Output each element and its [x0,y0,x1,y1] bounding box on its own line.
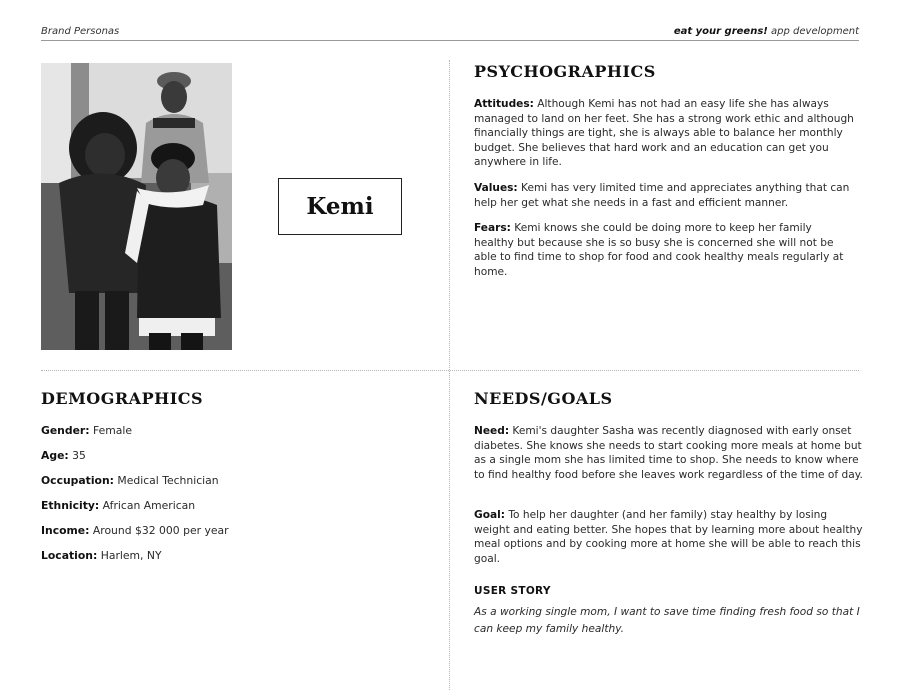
demographics-item-ethnicity [41,499,421,524]
values-text: Kemi has very limited time and appreciates anything that can help her get what she needs in a fast and efficient manner. [474,182,850,209]
user-story-title: USER STORY [474,585,551,597]
demographics-value: Female [89,424,133,437]
demographics-label: Gender: [41,424,90,437]
persona-photo-image [41,63,232,350]
demographics-label: Age: [41,449,69,462]
demographics-value: Harlem, NY [97,549,162,562]
attitudes-paragraph [474,97,866,170]
psychographics-title: PSYCHOGRAPHICS [474,62,656,81]
persona-photo [41,63,232,350]
header-rule [41,40,859,41]
goal-paragraph [474,508,866,566]
app-name: eat your greens! [673,26,768,37]
demographics-item-age [41,449,421,474]
user-story-text: As a working single mom, I want to save time finding fresh food so that I can keep my family healthy. [474,606,860,635]
demographics-label: Ethnicity: [41,499,100,512]
persona-name: Kemi [278,178,402,235]
attitudes-text: Although Kemi has not had an easy life she has always managed to land on her feet. She has a strong work ethic and although financially things are tight, she is always able to balance her monthly budget. She believes that hard work and an education can get you anywhere in life. [474,98,854,169]
demographics-item-occupation [41,474,421,499]
values-label: Values: [474,182,518,194]
demographics-value: Medical Technician [113,474,219,487]
horizontal-divider [41,370,859,371]
values-paragraph [474,181,866,210]
fears-label: Fears: [474,222,511,234]
fears-paragraph [474,221,852,279]
header-left-label: Brand Personas [41,26,120,37]
demographics-label: Income: [41,524,90,537]
demographics-label: Location: [41,549,98,562]
need-text: Kemi's daughter Sasha was recently diagnosed with early onset diabetes. She knows she needs to start cooking more meals at home but as a single mom she has limited time to shop. She needs to know where to find healthy food before she leaves work regardless of the time of day. [474,425,863,481]
vertical-divider [449,60,450,690]
goal-text: To help her daughter (and her family) stay healthy by losing weight and eating better. She hopes that by learning more about healthy meal options and by cooking more at home she will be able to reach this goal. [474,509,863,565]
fears-text: Kemi knows she could be doing more to keep her family healthy but because she is so busy she is concerned she will not be able to find time to shop for food and cook healthy meals regularly at home. [474,222,844,278]
header-right-label [674,26,859,37]
need-paragraph [474,424,866,482]
demographics-list [41,424,421,574]
demographics-value: Around $32 000 per year [89,524,229,537]
need-label: Need: [474,425,510,437]
demographics-value: African American [99,499,196,512]
demographics-item-location [41,549,421,574]
needs-goals-title: NEEDS/GOALS [474,389,613,408]
demographics-title: DEMOGRAPHICS [41,389,204,408]
demographics-item-gender [41,424,421,449]
header-right-suffix: app development [767,26,859,37]
demographics-value: 35 [68,449,86,462]
goal-label: Goal: [474,509,505,521]
attitudes-label: Attitudes: [474,98,534,110]
demographics-item-income [41,524,421,549]
demographics-label: Occupation: [41,474,114,487]
